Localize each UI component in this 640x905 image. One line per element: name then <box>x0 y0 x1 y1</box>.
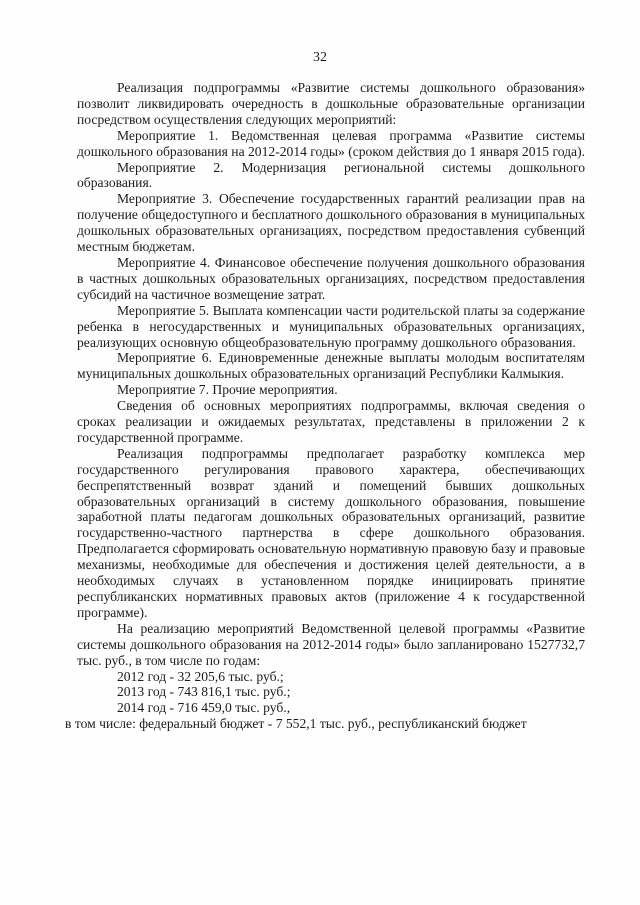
funding-year-2012: 2012 год - 32 205,6 тыс. руб.; <box>117 668 284 684</box>
paragraph-measure-7: Мероприятие 7. Прочие мероприятия. <box>117 382 338 398</box>
paragraph-appendix-reference: Сведения об основных мероприятиях подпрограммы, включая сведения о сроках реализации и ожидаемых результатах, представлены в приложении 2 к государственной программе. <box>77 398 585 445</box>
paragraph-measure-2: Мероприятие 2. Модернизация региональной системы дошкольного образования. <box>77 159 585 191</box>
page-number: 32 <box>313 50 327 65</box>
paragraph-measure-4: Мероприятие 4. Финансовое обеспечение получения дошкольного образования в частных дошкольных образовательных организациях, посредством предоставления субсидий на частичное возмещение затрат. <box>77 254 585 302</box>
paragraph-measure-6: Мероприятие 6. Единовременные денежные выплаты молодым воспитателям муниципальных дошкольных образовательных организаций Республики Калмыкия. <box>77 350 585 382</box>
paragraph-measure-1: Мероприятие 1. Ведомственная целевая программа «Развитие системы дошкольного образования на 2012-2014 годы» (сроком действия до 1 января 2015 года). <box>77 127 586 159</box>
funding-year-2014: 2014 год - 716 459,0 тыс. руб., <box>117 700 291 716</box>
paragraph-measure-3: Мероприятие 3. Обеспечение государственных гарантий реализации прав на получение общедоступного и бесплатного дошкольного образования в муниципальных дошкольных образовательных организациях, посредством предоставления субвенций местным бюджетам. <box>77 191 585 255</box>
funding-year-2013: 2013 год - 743 816,1 тыс. руб.; <box>117 684 291 700</box>
document-body <box>65 80 586 732</box>
paragraph-funding: На реализацию мероприятий Ведомственной целевой программы «Развитие системы дошкольного образования на 2012-2014 годы» было запланировано 1527732,7 тыс. руб., в том числе по годам: <box>77 620 585 668</box>
paragraph-intro: Реализация подпрограммы «Развитие системы дошкольного образования» позволит ликвидировать очередность в дошкольные образовательные организации посредством осуществления следующих мероприятий: <box>77 80 585 127</box>
paragraph-regulation: Реализация подпрограммы предполагает разработку комплекса мер государственного регулирования правового характера, обеспечивающих беспрепятственный возврат зданий и помещений бывших дошкольных образовательных организаций в систему дошкольного образования, повышение заработной платы педагогам дошкольных образовательных организаций, развитие государственно-частного партнерства в сфере дошкольного образования. Предполагается сформировать основательную нормативную правовую базу и правовые механизмы, необходимые для обеспечения и достижения целей деятельности, а в необходимых случаях в установленном порядке инициировать принятие республиканских нормативных правовых актов (приложение 4 к государственной программе). <box>77 445 585 620</box>
paragraph-measure-5: Мероприятие 5. Выплата компенсации части родительской платы за содержание ребенка в негосударственных и муниципальных образовательных организациях, реализующих основную общеобразовательную программу дошкольного образования. <box>77 302 585 350</box>
paragraph-budget-breakdown: в том числе: федеральный бюджет - 7 552,1 тыс. руб., республиканский бюджет <box>65 716 527 732</box>
